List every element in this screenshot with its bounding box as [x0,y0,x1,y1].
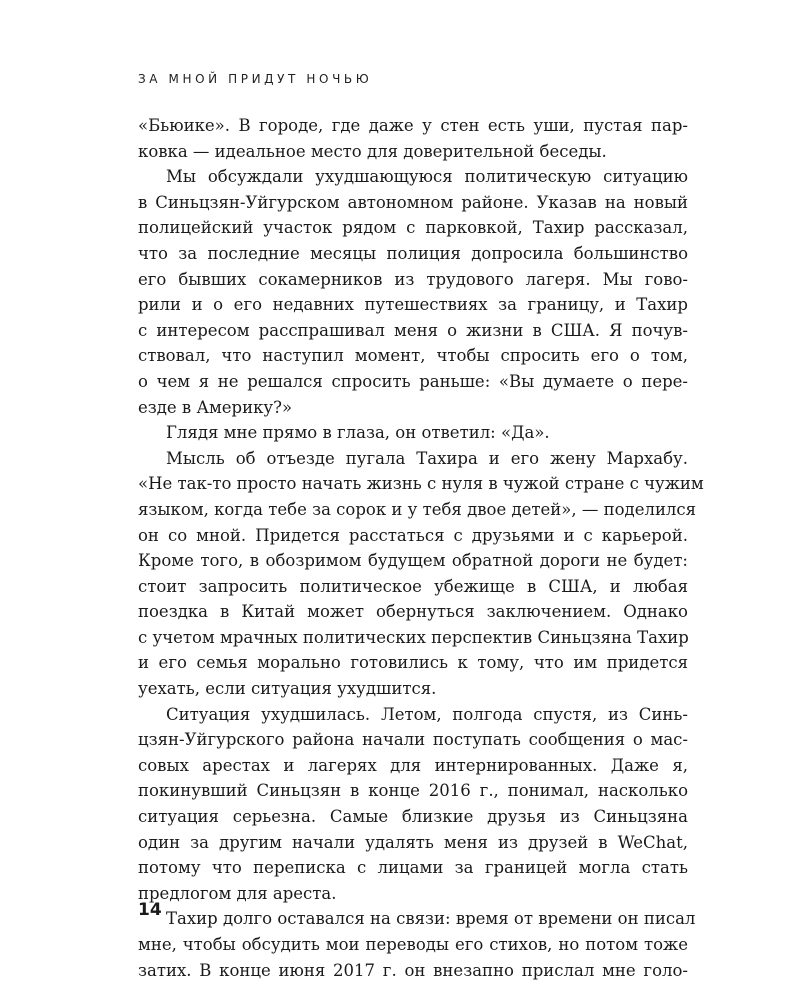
text-line: цзян-Уйгурского района начали поступать сообщения о мас- [138,730,688,750]
text-line: Мысль об отъезде пугала Тахира и его жену Мархабу. [166,448,688,468]
body-text [138,113,704,983]
text-line: ствовал, что наступил момент, чтобы спросить его о том, [138,346,688,366]
text-line: поездка в Китай может обернуться заключением. Однако [138,602,688,622]
text-line: «Не так-то просто начать жизнь с нуля в чужой стране с чужим [138,474,704,494]
text-line: его бывших сокамерников из трудового лагеря. Мы гово- [138,269,688,289]
text-line: что за последние месяцы полиция допросила большинство [138,243,688,263]
text-line: Кроме того, в обозримом будущем обратной дороги не будет: [138,551,688,571]
text-line: уехать, если ситуация ухудшится. [138,679,437,699]
text-line: совых арестах и лагерях для интернированных. Даже я, [138,755,688,775]
text-line: и его семья морально готовились к тому, что им придется [138,653,688,673]
text-line: стоит запросить политическое убежище в США, и любая [138,576,688,596]
text-line: Мы обсуждали ухудшающуюся политическую ситуацию [166,167,688,187]
text-line: полицейский участок рядом с парковкой, Тахир рассказал, [138,218,688,238]
text-line: с учетом мрачных политических перспектив Синьцзяна Тахир [138,627,689,647]
text-line: с интересом расспрашивал меня о жизни в США. Я почув- [138,320,688,340]
text-line: в Синьцзян-Уйгурском автономном районе. Указав на новый [138,192,688,212]
running-header: ЗА МНОЙ ПРИДУТ НОЧЬЮ [138,72,373,86]
text-line: потому что переписка с лицами за границей могла стать [138,858,688,878]
text-line: Тахир долго оставался на связи: время от времени он писал [166,909,696,929]
text-line: «Бьюике». В городе, где даже у стен есть уши, пустая пар- [138,116,688,135]
text-line: о чем я не решался спросить раньше: «Вы думаете о пере- [138,371,688,391]
text-line: покинувший Синьцзян в конце 2016 г., понимал, насколько [138,781,688,801]
text-line: Ситуация ухудшилась. Летом, полгода спустя, из Синь- [166,704,688,724]
text-line: рили и о его недавних путешествиях за границу, и Тахир [138,295,688,315]
text-line: затих. В конце июня 2017 г. он внезапно прислал мне голо- [138,960,688,980]
text-line: он со мной. Придется расстаться с друзьями и с карьерой. [138,525,688,545]
text-line: один за другим начали удалять меня из друзей в WeChat, [138,832,688,852]
text-line: ковка — идеальное место для доверительной беседы. [138,141,607,161]
text-line: мне, чтобы обсудить мои переводы его стихов, но потом тоже [138,935,688,954]
text-line: Глядя мне прямо в глаза, он ответил: «Да». [166,423,550,443]
text-line: предлогом для ареста. [138,883,337,903]
text-line: ситуация серьезна. Самые близкие друзья из Синьцзяна [138,807,688,827]
text-line: языком, когда тебе за сорок и у тебя двое детей», — поделился [138,499,697,519]
page-number: 14 [138,900,162,920]
text-line: езде в Америку?» [138,397,293,417]
